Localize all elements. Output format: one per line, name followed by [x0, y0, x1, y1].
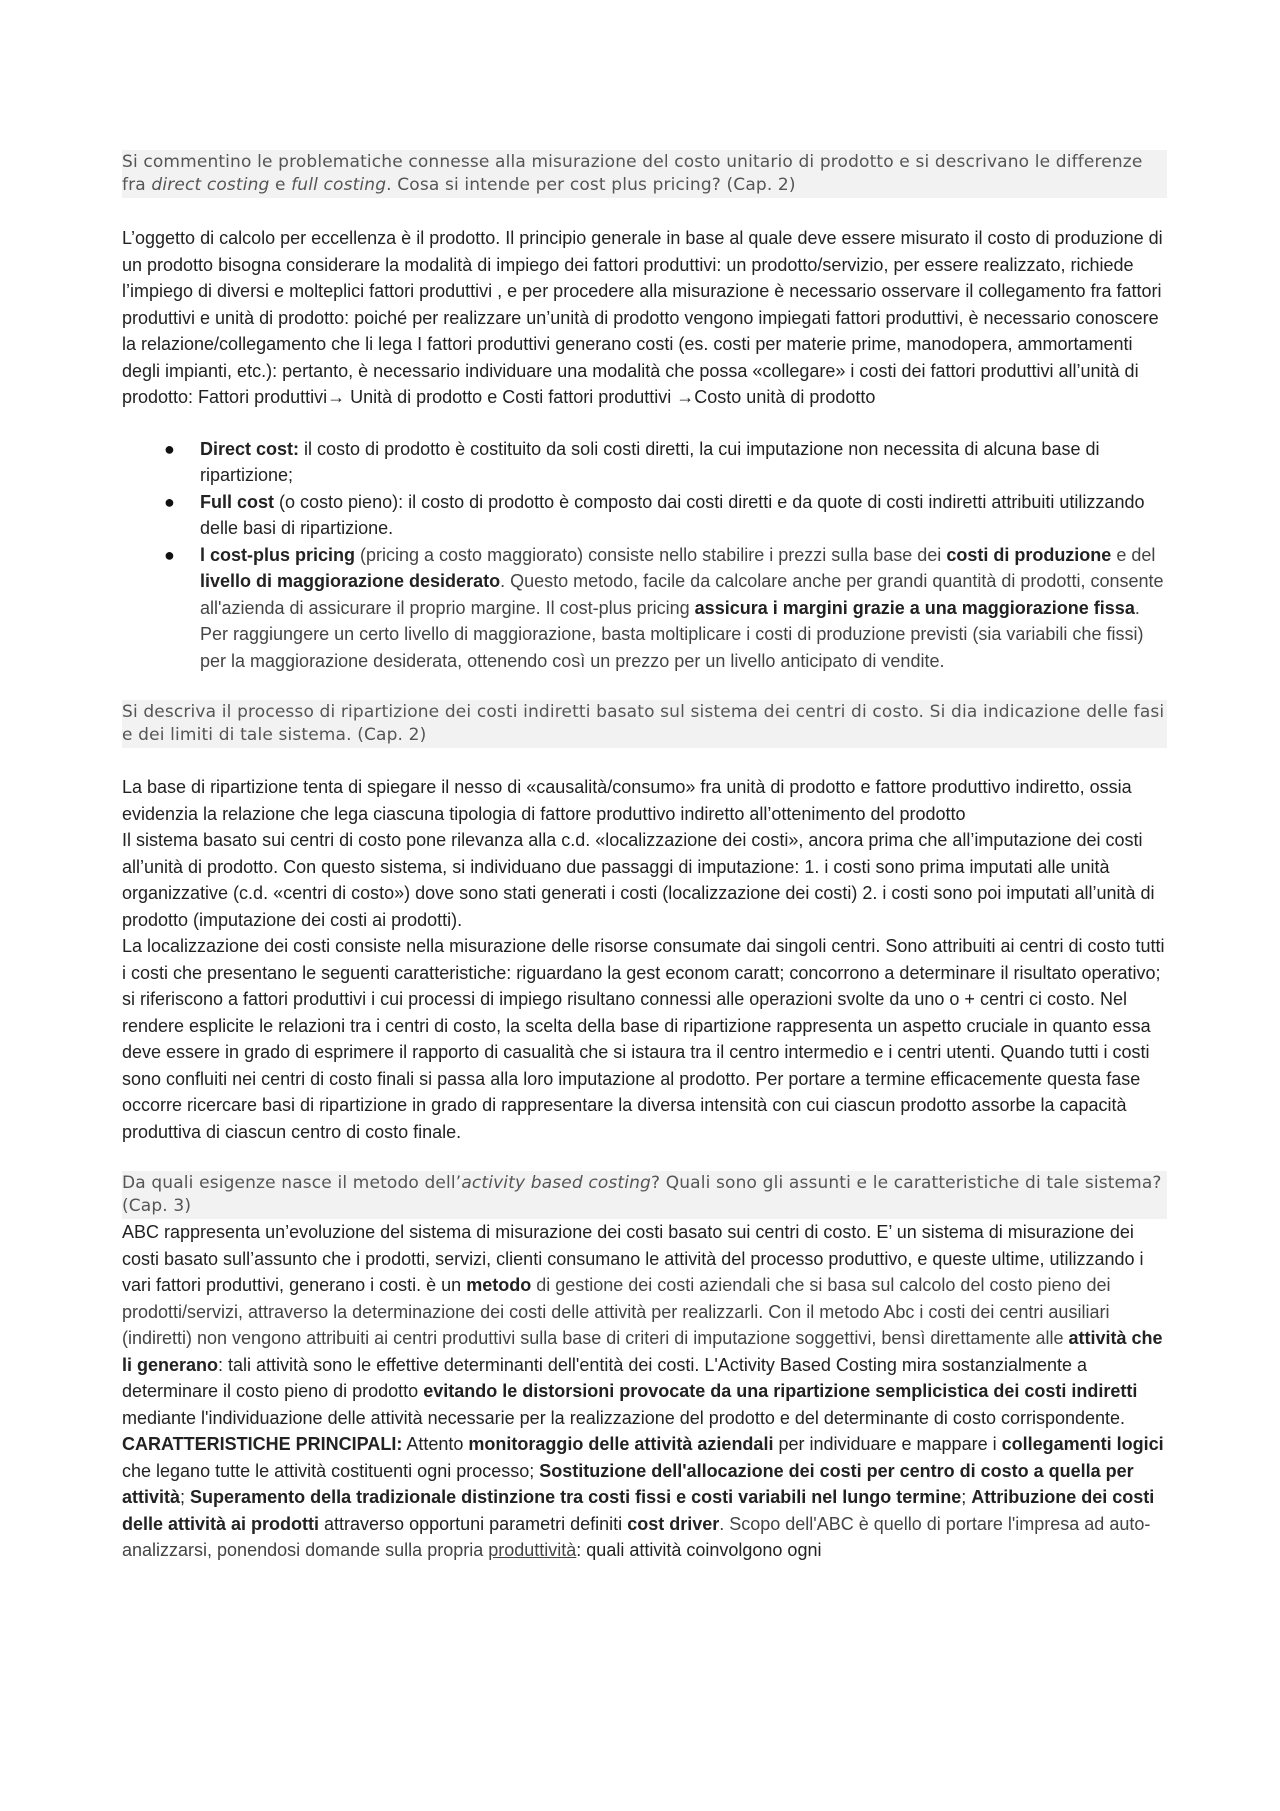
question-1-heading: Si commentino le problematiche connesse alla misurazione del costo unitario di prodotto e si descrivano le differenze fra direct costing e full costing. Cosa si intende per cost plus pricing? (Cap. 2) [122, 150, 1167, 198]
bullet-icon: ● [164, 544, 175, 565]
document-body [122, 150, 1167, 1564]
bullet-icon: ● [164, 491, 175, 512]
answer-2-paragraph-1: La base di ripartizione tenta di spiegare il nesso di «causalità/consumo» fra unità di prodotto e fattore produttivo indiretto, ossia evidenzia la relazione che lega ciascuna tipologia di fattore produttivo indiretto all’ottenimento del prodotto [122, 777, 1132, 824]
arrow-right-icon: → [676, 387, 695, 407]
answer-1-paragraph: L’oggetto di calcolo per eccellenza è il prodotto. Il principio generale in base al quale deve essere misurato il costo di produzione di un prodotto bisogna considerare la modalità di impiego dei fattori produttivi: un prodotto/servizio, per essere realizzato, richiede l’impiego di diversi e molteplici fattori produttivi , e per procedere alla misurazione è necessario osservare il collegamento fra fattori produttivi e unità di prodotto: poiché per realizzare un’unità di prodotto vengono impiegati fattori produttivi, è necessario conoscere la relazione/collegamento che li lega I fattori produttivi generano costi (es. costi per materie prime, manodopera, ammortamenti degli impianti, etc.): pertanto, è necessario individuare una modalità che possa «collegare» i costi dei fattori produttivi all’unità di prodotto: Fattori produttivi→ Unità di prodotto e Costi fattori produttivi →Costo unità di prodotto [122, 228, 1163, 407]
question-2-heading: Si descriva il processo di ripartizione dei costi indiretti basato sul sistema dei centri di costo. Si dia indicazione delle fasi e dei limiti di tale sistema. (Cap. 2) [122, 700, 1167, 748]
list-item: ● l cost-plus pricing (pricing a costo maggiorato) consiste nello stabilire i prezzi sulla base dei costi di produzione e del livello di maggiorazione desiderato. Questo metodo, facile da calcolare anche per grandi quantità di prodotti, consente all'azienda di assicurare il proprio margine. Il cost-plus pricing assicura i margini grazie a una maggiorazione fissa. Per raggiungere un certo livello di maggiorazione, basta moltiplicare i costi di produzione previsti (sia variabili che fissi) per la maggiorazione desiderata, ottenendo così un prezzo per un livello anticipato di vendite. [122, 542, 1167, 675]
list-item: ● Full cost (o costo pieno): il costo di prodotto è composto dai costi diretti e da quote di costi indiretti attribuiti utilizzando delle basi di ripartizione. [122, 489, 1167, 542]
question-3-heading: Da quali esigenze nasce il metodo dell’activity based costing? Quali sono gli assunti e le caratteristiche di tale sistema? (Cap. 3) [122, 1171, 1167, 1219]
answer-2-paragraph-3: La localizzazione dei costi consiste nella misurazione delle risorse consumate dai singoli centri. Sono attribuiti ai centri di costo tutti i costi che presentano le seguenti caratteristiche: riguardano la gest econom caratt; concorrono a determinare il risultato operativo; si riferiscono a fattori produttivi i cui processi di impiego risultano connessi alle operazioni svolte da uno o + centri ci costo. Nel rendere esplicite le relazioni tra i centri di costo, la scelta della base di ripartizione rappresenta un aspetto cruciale in quanto essa deve essere in grado di esprimere il rapporto di casualità che si istaura tra il centro intermedio e i centri utenti. Quando tutti i costi sono confluiti nei centri di costo finali si passa alla loro imputazione al prodotto. Per portare a termine efficacemente questa fase occorre ricercare basi di ripartizione in grado di rappresentare la diversa intensità con cui ciascun prodotto assorbe la capacità produttiva di ciascun centro di costo finale. [122, 936, 1165, 1142]
list-item: ● Direct cost: il costo di prodotto è costituito da soli costi diretti, la cui imputazione non necessita di alcuna base di ripartizione; [122, 436, 1167, 489]
productivity-link[interactable]: produttività [488, 1540, 577, 1560]
answer-3-paragraph: ABC rappresenta un’evoluzione del sistema di misurazione dei costi basato sui centri di costo. E’ un sistema di misurazione dei costi basato sull’assunto che i prodotti, servizi, clienti consumano le attività del processo produttivo, e queste ultime, utilizzando i vari fattori produttivi, generano i costi. è un metodo di gestione dei costi aziendali che si basa sul calcolo del costo pieno dei prodotti/servizi, attraverso la determinazione dei costi delle attività per realizzarli. Con il metodo Abc i costi dei centri ausiliari (indiretti) non vengono attribuiti ai centri produttivi sulla base di criteri di imputazione soggettivi, bensì direttamente alle attività che li generano: tali attività sono le effettive determinanti dell'entità dei costi. L'Activity Based Costing mira sostanzialmente a determinare il costo pieno di prodotto evitando le distorsioni provocate da una ripartizione semplicistica dei costi indiretti mediante l'individuazione delle attività necessarie per la realizzazione del prodotto e del determinante di costo corrispondente. CARATTERISTICHE PRINCIPALI: Attento monitoraggio delle attività aziendali per individuare e mappare i collegamenti logici che legano tutte le attività costituenti ogni processo; Sostituzione dell'allocazione dei costi per centro di costo a quella per attività; Superamento della tradizionale distinzione tra costi fissi e costi variabili nel lungo termine; Attribuzione dei costi delle attività ai prodotti attraverso opportuni parametri definiti cost driver. Scopo dell'ABC è quello di portare l'impresa ad auto-analizzarsi, ponendosi domande sulla propria produttività: quali attività coinvolgono ogni [122, 1222, 1164, 1560]
arrow-right-icon: → [327, 387, 346, 407]
bullet-icon: ● [164, 438, 175, 459]
answer-2-paragraph-2: Il sistema basato sui centri di costo pone rilevanza alla c.d. «localizzazione dei costi», ancora prima che all’imputazione dei costi all’unità di prodotto. Con questo sistema, si individuano due passaggi di imputazione: 1. i costi sono prima imputati alle unità organizzative (c.d. «centri di costo») dove sono stati generati i costi (localizzazione dei costi) 2. i costi sono poi imputati all’unità di prodotto (imputazione dei costi ai prodotti). [122, 830, 1155, 930]
cost-types-list [122, 436, 1167, 675]
